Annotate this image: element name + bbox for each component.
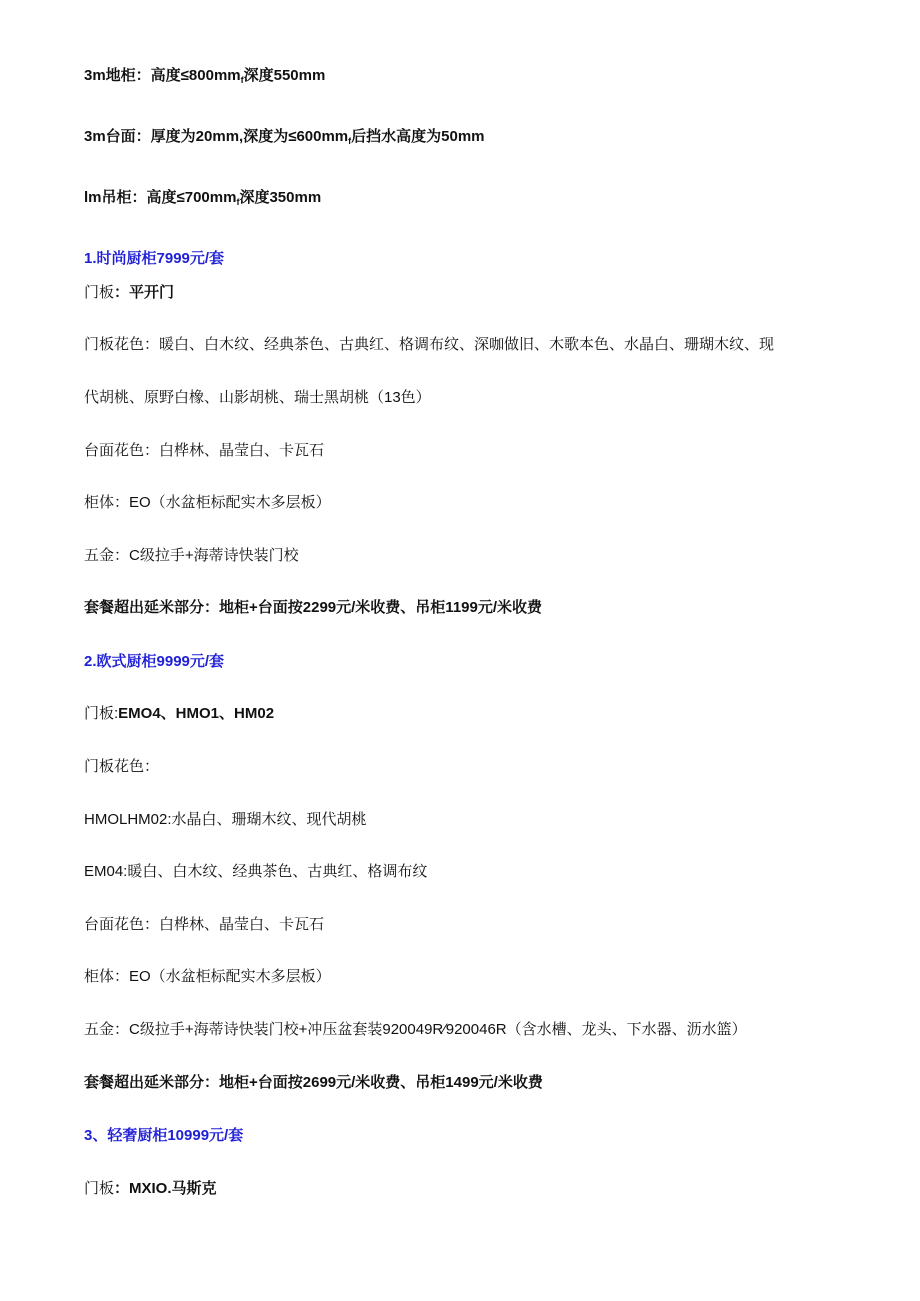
spec-base-cabinet-text: 3m地柜：高度≤800mm bbox=[84, 67, 241, 84]
package-2-extra-fee: 套餐超出延米部分：地柜+台面按2699元/米收费、吊柜1499元/米收费 bbox=[84, 1074, 543, 1091]
package-1-hardware: 五金：C级拉手+海蒂诗快装门校 bbox=[84, 547, 299, 564]
spec-countertop-backsplash: 后挡水高度为50mm bbox=[351, 128, 485, 145]
spec-wall-cabinet-text: lm吊柜：高度≤700mm bbox=[84, 189, 237, 206]
spec-base-cabinet-sub: f bbox=[240, 75, 244, 85]
package-2-door-colors-heading: 门板花色： bbox=[84, 758, 160, 775]
spec-wall-cabinet-sub: f bbox=[236, 197, 240, 207]
package-2-door-label: 门板: bbox=[84, 705, 119, 722]
package-3-door-value: ：MXIO.马斯克 bbox=[114, 1180, 217, 1197]
package-2-hardware: 五金：C级拉手+海蒂诗快装门校+冲压盆套装920049R∕920046R（含水槽、龙头、下水器、沥水篮） bbox=[84, 1021, 747, 1038]
package-1-door-value: ：平开门 bbox=[114, 284, 175, 301]
package-1-title: 1.时尚厨柜7999元/套 bbox=[84, 250, 225, 267]
package-1-extra-fee: 套餐超出延米部分：地柜+台面按2299元/米收费、吊柜1199元/米收费 bbox=[84, 599, 543, 616]
package-1-door-colors-line2: 代胡桃、原野白橡、山影胡桃、瑞士黑胡桃（13色） bbox=[84, 389, 431, 406]
package-3-title: 3、轻奢厨柜10999元/套 bbox=[84, 1127, 244, 1144]
spec-countertop-sub: f bbox=[348, 136, 352, 146]
package-1-cabinet-body: 柜体：EO（水盆柜标配实木多层板） bbox=[84, 494, 331, 511]
package-2-door-colors-a: HMOLHM02:水晶白、珊瑚木纹、现代胡桃 bbox=[84, 811, 367, 828]
spec-countertop bbox=[84, 127, 485, 151]
package-3-door bbox=[84, 1179, 217, 1199]
package-2-door-value: EMO4、HMO1、HM02 bbox=[118, 705, 275, 722]
spec-wall-cabinet-depth: 深度350mm bbox=[239, 189, 322, 206]
spec-base-cabinet bbox=[84, 66, 325, 90]
package-2-counter-colors: 台面花色：白桦林、晶莹白、卡瓦石 bbox=[84, 916, 325, 933]
package-2-title: 2.欧式厨柜9999元/套 bbox=[84, 653, 225, 670]
package-1-counter-colors: 台面花色：白桦林、晶莹白、卡瓦石 bbox=[84, 442, 325, 459]
spec-wall-cabinet bbox=[84, 188, 321, 212]
package-1-door-colors-line1: 门板花色：暖白、白木纹、经典茶色、古典红、格调布纹、深咖做旧、木歌本色、水晶白、珊瑚木纹、现 bbox=[84, 336, 775, 353]
package-2-door-colors-b: EM04:暖白、白木纹、经典茶色、古典红、格调布纹 bbox=[84, 863, 428, 880]
spec-countertop-text: 3m台面：厚度为20mm,深度为≤600mm bbox=[84, 128, 349, 145]
package-1-door-label: 门板 bbox=[84, 284, 115, 301]
spec-base-cabinet-depth: 深度550mm bbox=[243, 67, 326, 84]
package-1-door bbox=[84, 283, 174, 303]
package-2-door bbox=[84, 704, 274, 724]
package-3-door-label: 门板 bbox=[84, 1180, 115, 1197]
package-2-cabinet-body: 柜体：EO（水盆柜标配实木多层板） bbox=[84, 968, 331, 985]
